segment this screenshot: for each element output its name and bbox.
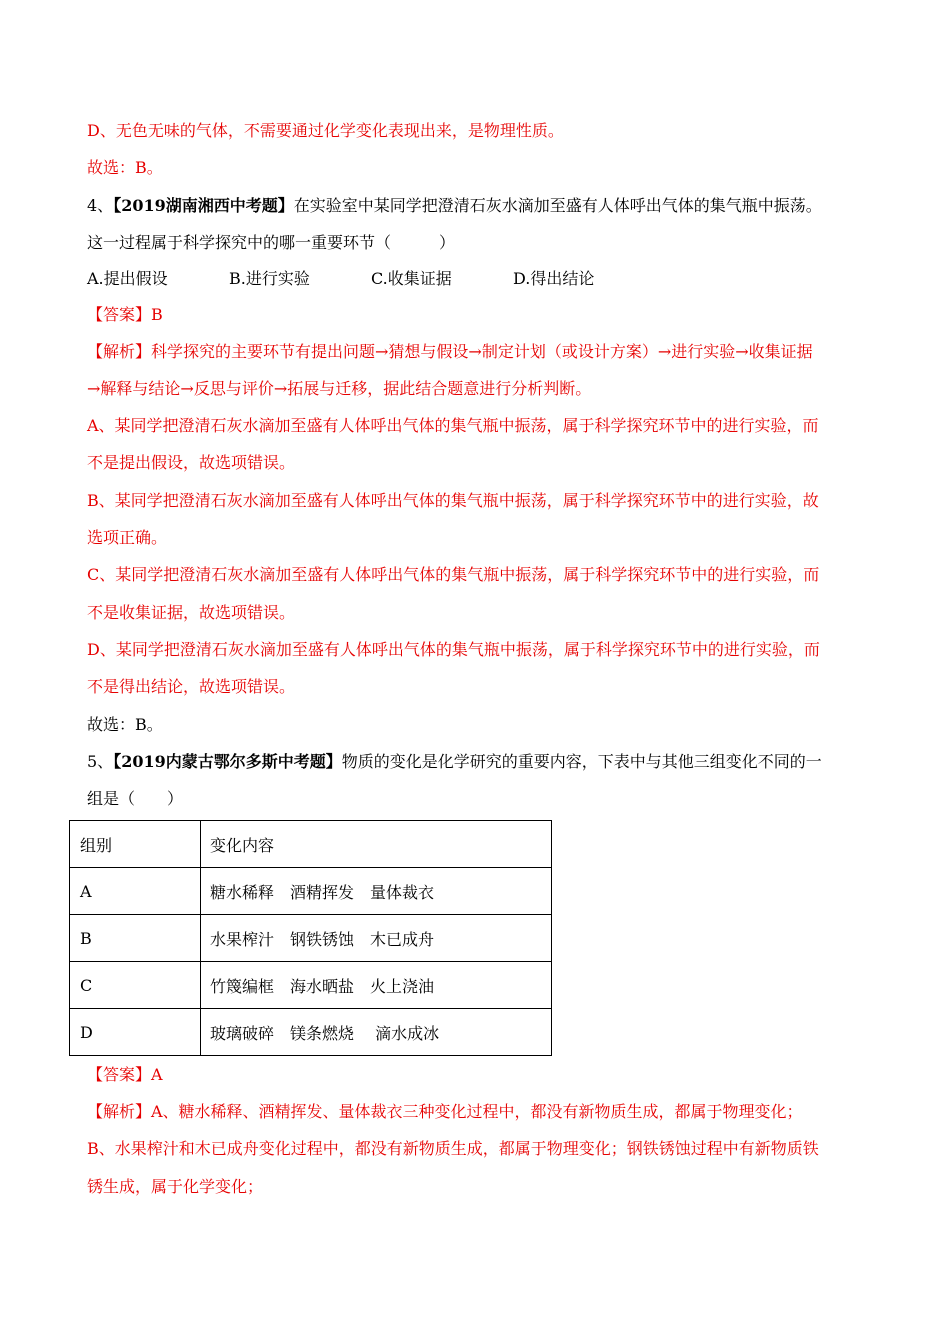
q5-number: 5、 <box>87 752 114 771</box>
table-row <box>70 868 552 915</box>
table-cell-group: C <box>70 962 201 1009</box>
table-cell-content: 水果榨汁 钢铁锈蚀 木已成舟 <box>201 915 552 962</box>
q4-number: 4、 <box>87 196 114 215</box>
q4-option-c: C.收集证据 <box>371 269 452 288</box>
q5-analysis-line-1: 【解析】A、糖水稀释、酒精挥发、量体裁衣三种变化过程中，都没有新物质生成，都属于物理变化； <box>87 1102 803 1121</box>
q4-option-b: B.进行实验 <box>229 269 310 288</box>
q4-stem-line-1 <box>87 195 822 217</box>
q4-option-d-explanation-2: 不是得出结论，故选项错误。 <box>87 677 296 696</box>
table-cell-group: D <box>70 1009 201 1056</box>
q5-analysis-line-3: 锈生成，属于化学变化； <box>87 1177 264 1196</box>
q4-option-a-explanation-1: A、某同学把澄清石灰水滴加至盛有人体呼出气体的集气瓶中振荡，属于科学探究环节中的进行实验，而 <box>87 416 819 435</box>
q5-stem-line-1 <box>87 751 822 773</box>
q5-source: 【2019内蒙古鄂尔多斯中考题】 <box>113 752 342 771</box>
q4-answer: 【答案】B <box>87 305 163 324</box>
q3-choose: 故选：B。 <box>87 158 163 177</box>
table-header-content: 变化内容 <box>201 821 552 868</box>
q3-option-d-explanation: D、无色无味的气体，不需要通过化学变化表现出来，是物理性质。 <box>87 121 564 140</box>
table-cell-group: A <box>70 868 201 915</box>
q4-stem-line-2: 这一过程属于科学探究中的哪一重要环节（ ） <box>87 233 456 252</box>
q4-choose: 故选：B。 <box>87 715 163 734</box>
q5-stem-line-2: 组是（ ） <box>87 789 184 808</box>
q4-option-d: D.得出结论 <box>513 269 595 288</box>
table-cell-content: 玻璃破碎 镁条燃烧 滴水成冰 <box>201 1009 552 1056</box>
q5-change-table <box>69 820 552 1056</box>
table-header-row <box>70 821 552 868</box>
q4-option-d-explanation-1: D、某同学把澄清石灰水滴加至盛有人体呼出气体的集气瓶中振荡，属于科学探究环节中的进行实验，而 <box>87 640 820 659</box>
q4-analysis-line-2: →解释与结论→反思与评价→拓展与迁移，据此结合题意进行分析判断。 <box>87 379 592 398</box>
q4-stem-text: 在实验室中某同学把澄清石灰水滴加至盛有人体呼出气体的集气瓶中振荡。 <box>293 196 822 215</box>
table-cell-content: 竹篾编框 海水晒盐 火上浇油 <box>201 962 552 1009</box>
table-header-group: 组别 <box>70 821 201 868</box>
q4-option-c-explanation-2: 不是收集证据，故选项错误。 <box>87 603 296 622</box>
q4-option-a: A.提出假设 <box>87 269 168 288</box>
table-row <box>70 962 552 1009</box>
q4-option-b-explanation-1: B、某同学把澄清石灰水滴加至盛有人体呼出气体的集气瓶中振荡，属于科学探究环节中的进行实验，故 <box>87 491 819 510</box>
table-cell-content: 糖水稀释 酒精挥发 量体裁衣 <box>201 868 552 915</box>
q5-analysis-line-2: B、水果榨汁和木已成舟变化过程中，都没有新物质生成，都属于物理变化；钢铁锈蚀过程中有新物质铁 <box>87 1139 819 1158</box>
q4-source: 【2019湖南湘西中考题】 <box>113 196 294 215</box>
q4-option-a-explanation-2: 不是提出假设，故选项错误。 <box>87 453 296 472</box>
q4-options <box>87 268 687 290</box>
table-row <box>70 1009 552 1056</box>
q5-answer: 【答案】A <box>87 1065 163 1084</box>
table-row <box>70 915 552 962</box>
q5-stem-text: 物质的变化是化学研究的重要内容，下表中与其他三组变化不同的一 <box>341 752 822 771</box>
table-cell-group: B <box>70 915 201 962</box>
q4-option-c-explanation-1: C、某同学把澄清石灰水滴加至盛有人体呼出气体的集气瓶中振荡，属于科学探究环节中的进行实验，而 <box>87 565 820 584</box>
q4-option-b-explanation-2: 选项正确。 <box>87 528 168 547</box>
q4-analysis-line-1: 【解析】科学探究的主要环节有提出问题→猜想与假设→制定计划（或设计方案）→进行实验→收集证据 <box>87 342 813 361</box>
